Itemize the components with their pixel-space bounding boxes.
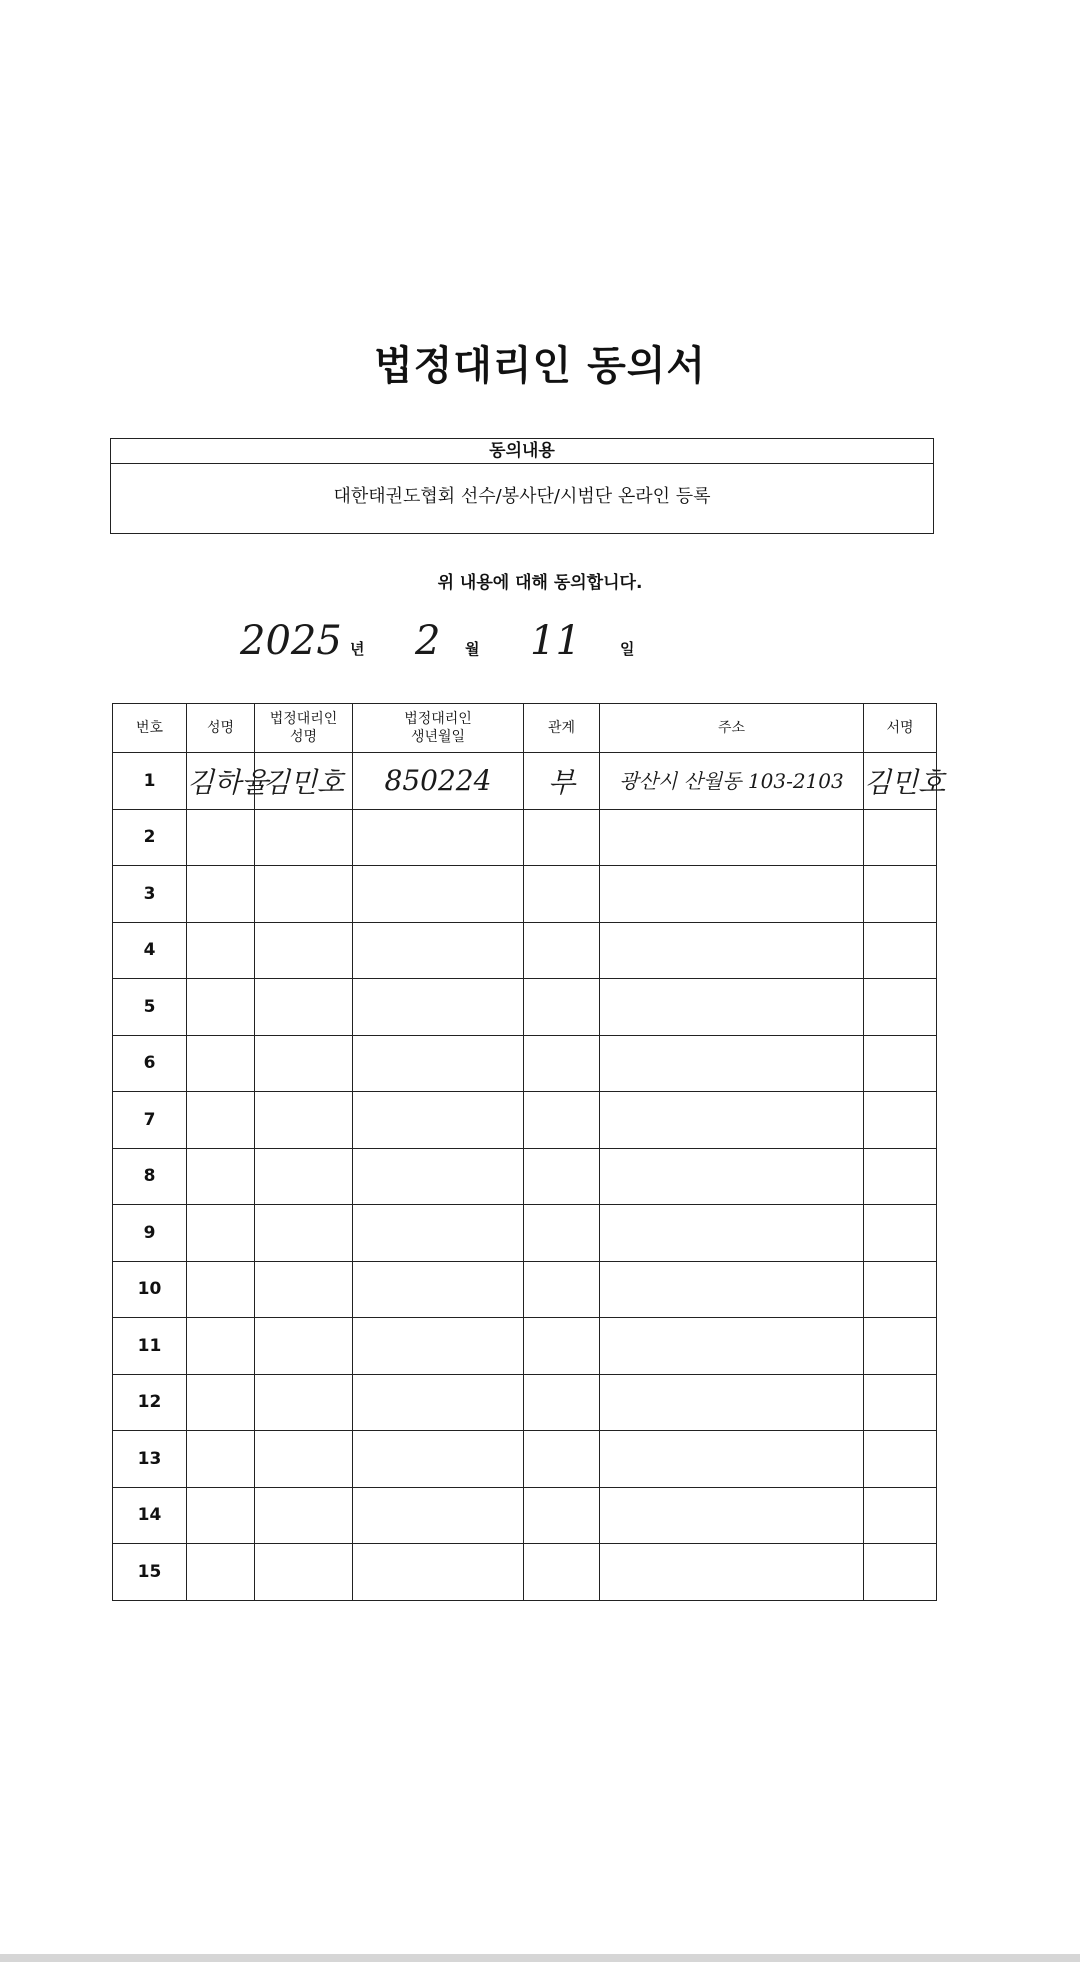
row-address (600, 979, 864, 1036)
date-day: 11 (530, 618, 581, 664)
handwritten-name: 김하율 (187, 765, 269, 799)
row-relation (524, 1544, 600, 1601)
row-relation (524, 1261, 600, 1318)
header-name: 성명 (187, 704, 255, 753)
table-row (113, 1205, 937, 1262)
row-guardian-name (255, 1318, 353, 1375)
row-guardian-name (255, 1431, 353, 1488)
row-address (600, 1035, 864, 1092)
row-signature (864, 1035, 937, 1092)
row-num: 8 (113, 1148, 187, 1205)
row-address (600, 922, 864, 979)
row-relation (524, 1035, 600, 1092)
table-row (113, 1092, 937, 1149)
row-signature (864, 1205, 937, 1262)
row-signature (864, 1318, 937, 1375)
row-relation (524, 1148, 600, 1205)
row-address (600, 1148, 864, 1205)
header-signature: 서명 (864, 704, 937, 753)
row-relation (524, 809, 600, 866)
row-guardian-name (255, 1374, 353, 1431)
row-relation (524, 1487, 600, 1544)
table-row (113, 1148, 937, 1205)
table-row (113, 1431, 937, 1488)
handwritten-signature: 김민호 (864, 765, 946, 799)
row-guardian-name (255, 866, 353, 923)
row-guardian-name (255, 1261, 353, 1318)
table-row (113, 1035, 937, 1092)
table-row (113, 809, 937, 866)
row-name (187, 1205, 255, 1262)
row-name (187, 809, 255, 866)
row-address (600, 809, 864, 866)
row-guardian-birth (353, 922, 524, 979)
row-num: 6 (113, 1035, 187, 1092)
table-row (113, 979, 937, 1036)
consent-header: 동의내용 (111, 439, 933, 464)
row-name (187, 1035, 255, 1092)
row-address (600, 1544, 864, 1601)
row-name (187, 1092, 255, 1149)
row-relation (524, 922, 600, 979)
row-signature (864, 866, 937, 923)
table-row (113, 1487, 937, 1544)
row-guardian-birth (353, 1544, 524, 1601)
row-signature (864, 753, 946, 810)
row-guardian-birth (353, 753, 524, 810)
row-address (600, 1487, 864, 1544)
header-address: 주소 (600, 704, 864, 753)
table-row (113, 1544, 937, 1601)
row-address (600, 1318, 864, 1375)
handwritten-address: 광산시 산월동 103-2103 (619, 768, 844, 793)
row-guardian-birth (353, 1261, 524, 1318)
table-row (113, 1374, 937, 1431)
row-guardian-name (255, 1487, 353, 1544)
row-guardian-birth (353, 979, 524, 1036)
row-relation (524, 1374, 600, 1431)
row-num: 4 (113, 922, 187, 979)
row-signature (864, 1374, 937, 1431)
row-relation (524, 1092, 600, 1149)
table-row (113, 1261, 937, 1318)
row-name (187, 1318, 255, 1375)
row-num: 3 (113, 866, 187, 923)
row-name (187, 1431, 255, 1488)
row-num: 7 (113, 1092, 187, 1149)
row-num: 9 (113, 1205, 187, 1262)
agree-statement: 위 내용에 대해 동의합니다. (437, 573, 643, 593)
handwritten-guardian-birth: 850224 (384, 764, 492, 798)
table-row (113, 866, 937, 923)
row-relation (524, 866, 600, 923)
table-row (113, 922, 937, 979)
row-num: 14 (113, 1487, 187, 1544)
row-num: 2 (113, 809, 187, 866)
row-num: 13 (113, 1431, 187, 1488)
row-relation (524, 1431, 600, 1488)
row-address (600, 1261, 864, 1318)
date-month: 2 (415, 618, 441, 664)
row-address (600, 1092, 864, 1149)
date-month-unit: 월 (465, 640, 480, 658)
row-name (187, 979, 255, 1036)
row-relation (524, 1318, 600, 1375)
row-name (187, 922, 255, 979)
row-num: 12 (113, 1374, 187, 1431)
row-guardian-name (255, 1205, 353, 1262)
table-row (113, 753, 937, 810)
row-signature (864, 979, 937, 1036)
row-name (187, 1487, 255, 1544)
row-address (600, 1431, 864, 1488)
row-address (600, 753, 864, 810)
bottom-scan-strip (0, 1954, 1080, 1962)
row-guardian-birth (353, 1318, 524, 1375)
date-day-unit: 일 (620, 640, 635, 658)
row-address (600, 1205, 864, 1262)
row-name (187, 1261, 255, 1318)
row-relation (524, 1205, 600, 1262)
row-guardian-name (255, 1148, 353, 1205)
row-guardian-name (255, 979, 353, 1036)
row-guardian-birth (353, 866, 524, 923)
row-num: 11 (113, 1318, 187, 1375)
handwritten-guardian-name: 김민호 (262, 765, 345, 799)
row-signature (864, 1487, 937, 1544)
row-signature (864, 1148, 937, 1205)
row-signature (864, 1092, 937, 1149)
row-guardian-name (255, 922, 353, 979)
row-guardian-birth (353, 809, 524, 866)
row-guardian-birth (353, 1205, 524, 1262)
row-guardian-name (255, 1092, 353, 1149)
row-num: 1 (113, 753, 187, 810)
row-signature (864, 1261, 937, 1318)
row-name (187, 1374, 255, 1431)
row-address (600, 1374, 864, 1431)
row-signature (864, 922, 937, 979)
row-name (187, 1544, 255, 1601)
row-relation (524, 753, 600, 810)
row-address (600, 866, 864, 923)
row-guardian-name (255, 1035, 353, 1092)
row-guardian-birth (353, 1035, 524, 1092)
header-num: 번호 (113, 704, 187, 753)
row-guardian-birth (353, 1374, 524, 1431)
handwritten-relation: 부 (547, 765, 576, 799)
row-guardian-birth (353, 1148, 524, 1205)
row-num: 5 (113, 979, 187, 1036)
table-header-row (113, 704, 937, 753)
row-guardian-birth (353, 1487, 524, 1544)
table-row (113, 1318, 937, 1375)
row-guardian-birth (353, 1092, 524, 1149)
row-relation (524, 979, 600, 1036)
row-signature (864, 809, 937, 866)
consent-content: 대한태권도협회 선수/봉사단/시범단 온라인 등록 (333, 486, 711, 507)
consent-box (110, 438, 934, 534)
date-year-unit: 년 (350, 640, 365, 658)
row-name (187, 866, 255, 923)
row-guardian-birth (353, 1431, 524, 1488)
row-signature (864, 1431, 937, 1488)
date-year: 2025 (240, 618, 342, 664)
row-guardian-name (255, 753, 353, 810)
row-guardian-name (255, 809, 353, 866)
page-title: 법정대리인 동의서 (373, 343, 707, 389)
row-num: 10 (113, 1261, 187, 1318)
header-relation: 관계 (524, 704, 600, 753)
header-guardian-name: 법정대리인 성명 (255, 704, 353, 753)
row-guardian-name (255, 1544, 353, 1601)
registration-table (112, 703, 946, 1601)
row-name (187, 1148, 255, 1205)
row-num: 15 (113, 1544, 187, 1601)
date-line (240, 618, 660, 678)
row-name (187, 753, 269, 810)
header-guardian-birth: 법정대리인 생년월일 (353, 704, 524, 753)
row-signature (864, 1544, 937, 1601)
